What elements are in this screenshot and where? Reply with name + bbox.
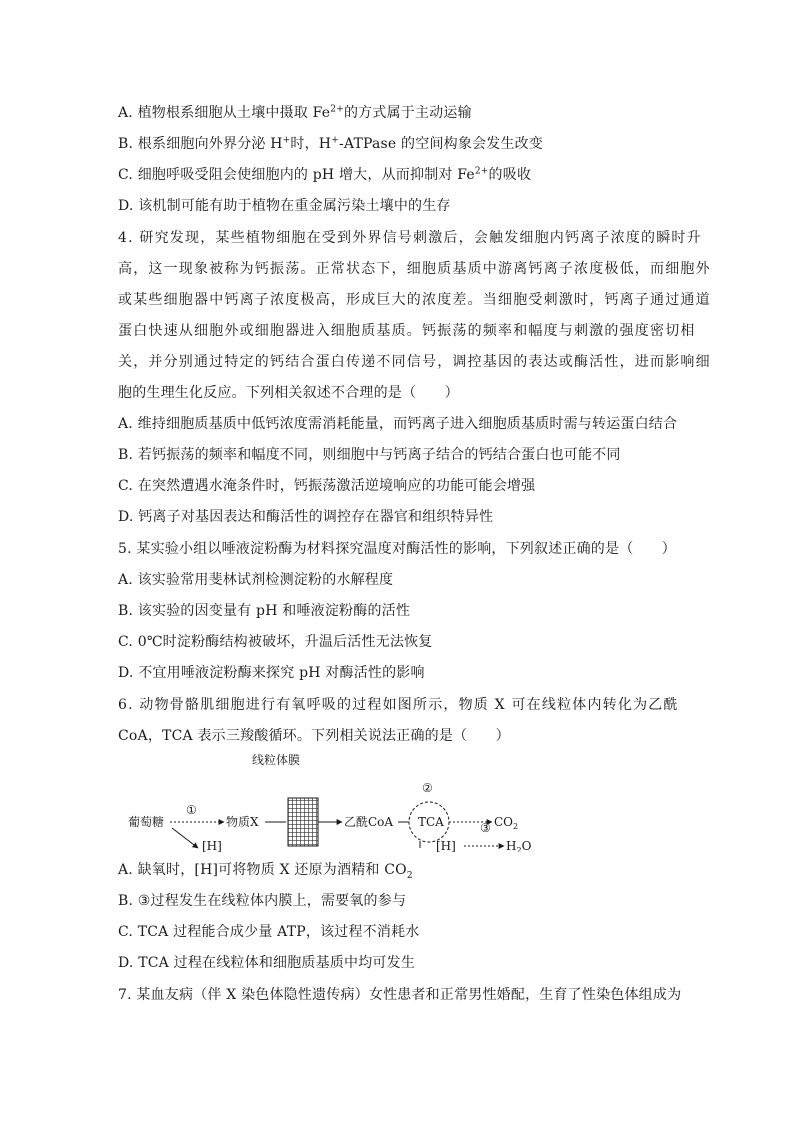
tca-label: TCA: [418, 815, 444, 829]
co2-label: $CO_2$: [494, 815, 519, 831]
substance-x-label: 物质X: [226, 815, 259, 829]
q5-stem: 5. 某实验小组以唾液淀粉酶为材料探究温度对酶活性的影响，下列叙述正确的是（ ）: [118, 541, 677, 557]
q3-option-d: D. 该机制可能有助于植物在重金属污染土壤中的生存: [118, 198, 451, 214]
q3-option-b: B. 根系细胞向外界分泌 H+时，H+-ATPase 的空间构象会发生改变: [118, 135, 544, 152]
q6-stem-line: CoA，TCA 表示三羧酸循环。下列相关说法正确的是（ ）: [118, 728, 510, 744]
q6-option-d: D. TCA 过程在线粒体和细胞质基质中均可发生: [118, 955, 416, 971]
step-1-label: ①: [186, 803, 197, 817]
h2-label: [H]: [436, 839, 456, 852]
q6-option-a: A. 缺氧时，[H]可将物质 X 还原为酒精和 $CO_2$: [118, 862, 413, 881]
q4-stem-line: 胞的生理生化反应。下列相关叙述不合理的是（ ）: [118, 385, 459, 401]
q4-option-c: C. 在突然遭遇水淹条件时，钙振荡激活逆境响应的功能可能会增强: [118, 478, 536, 494]
acetyl-coa-label: 乙酰CoA: [344, 815, 394, 829]
q6-option-c: C. TCA 过程能合成少量 ATP，该过程不消耗水: [118, 924, 420, 940]
respiration-diagram: [128, 752, 548, 852]
q6-option-b: B. ③过程发生在线粒体内膜上，需要氧的参与: [118, 893, 407, 909]
q5-option-b: B. 该实验的因变量有 pH 和唾液淀粉酶的活性: [118, 603, 411, 619]
q4-stem-line: 或某些细胞器中钙离子浓度极高，形成巨大的浓度差。当细胞受刺激时，钙离子通过通道: [118, 292, 711, 308]
q5-option-c: C. 0℃时淀粉酶结构被破坏，升温后活性无法恢复: [118, 634, 433, 650]
q4-stem-line: 蛋白快速从细胞外或细胞器进入细胞质基质。钙振荡的频率和幅度与刺激的强度密切相: [118, 323, 696, 339]
step-2-label: ②: [422, 781, 433, 795]
step-3-label: ③: [480, 821, 491, 835]
q7-stem: 7. 某血友病（伴 X 染色体隐性遗传病）女性患者和正常男性婚配，生育了性染色体组成为: [118, 987, 682, 1003]
membrane-block: [288, 798, 318, 846]
q6-stem-line: 6. 动物骨骼肌细胞进行有氧呼吸的过程如图所示，物质 X 可在线粒体内转化为乙酰: [118, 697, 679, 713]
q3-option-a: A. 植物根系细胞从土壤中摄取 $Fe^{2+}$的方式属于主动运输: [118, 104, 472, 121]
q4-option-d: D. 钙离子对基因表达和酶活性的调控存在器官和组织特异性: [118, 509, 494, 525]
membrane-label: 线粒体膜: [252, 753, 301, 767]
q5-option-d: D. 不宜用唾液淀粉酶来探究 pH 对酶活性的影响: [118, 665, 425, 681]
q4-option-a: A. 维持细胞质基质中低钙浓度需消耗能量，而钙离子进入细胞质基质时需与转运蛋白结合: [118, 416, 678, 432]
q5-option-a: A. 该实验常用斐林试剂检测淀粉的水解程度: [118, 572, 394, 588]
glucose-label: 葡萄糖: [128, 815, 165, 829]
h1-label: [H]: [202, 839, 222, 852]
q4-stem-line: 4. 研究发现，某些植物细胞在受到外界信号刺激后，会触发细胞内钙离子浓度的瞬时升: [118, 230, 702, 246]
q3-option-c: C. 细胞呼吸受阻会使细胞内的 pH 增大，从而抑制对 $Fe^{2+}$的吸收: [118, 166, 532, 183]
q4-stem-line: 关，并分别通过特定的钙结合蛋白传递不同信号，调控基因的表达或酶活性，进而影响细: [118, 354, 711, 370]
q4-stem-line: 高，这一现象被称为钙振荡。正常状态下，细胞质基质中游离钙离子浓度极低，而细胞外: [118, 261, 711, 277]
arrow-to-h1: [172, 828, 198, 848]
q4-option-b: B. 若钙振荡的频率和幅度不同，则细胞中与钙离子结合的钙结合蛋白也可能不同: [118, 447, 621, 463]
h2o-label: $H_2O$: [506, 839, 532, 852]
